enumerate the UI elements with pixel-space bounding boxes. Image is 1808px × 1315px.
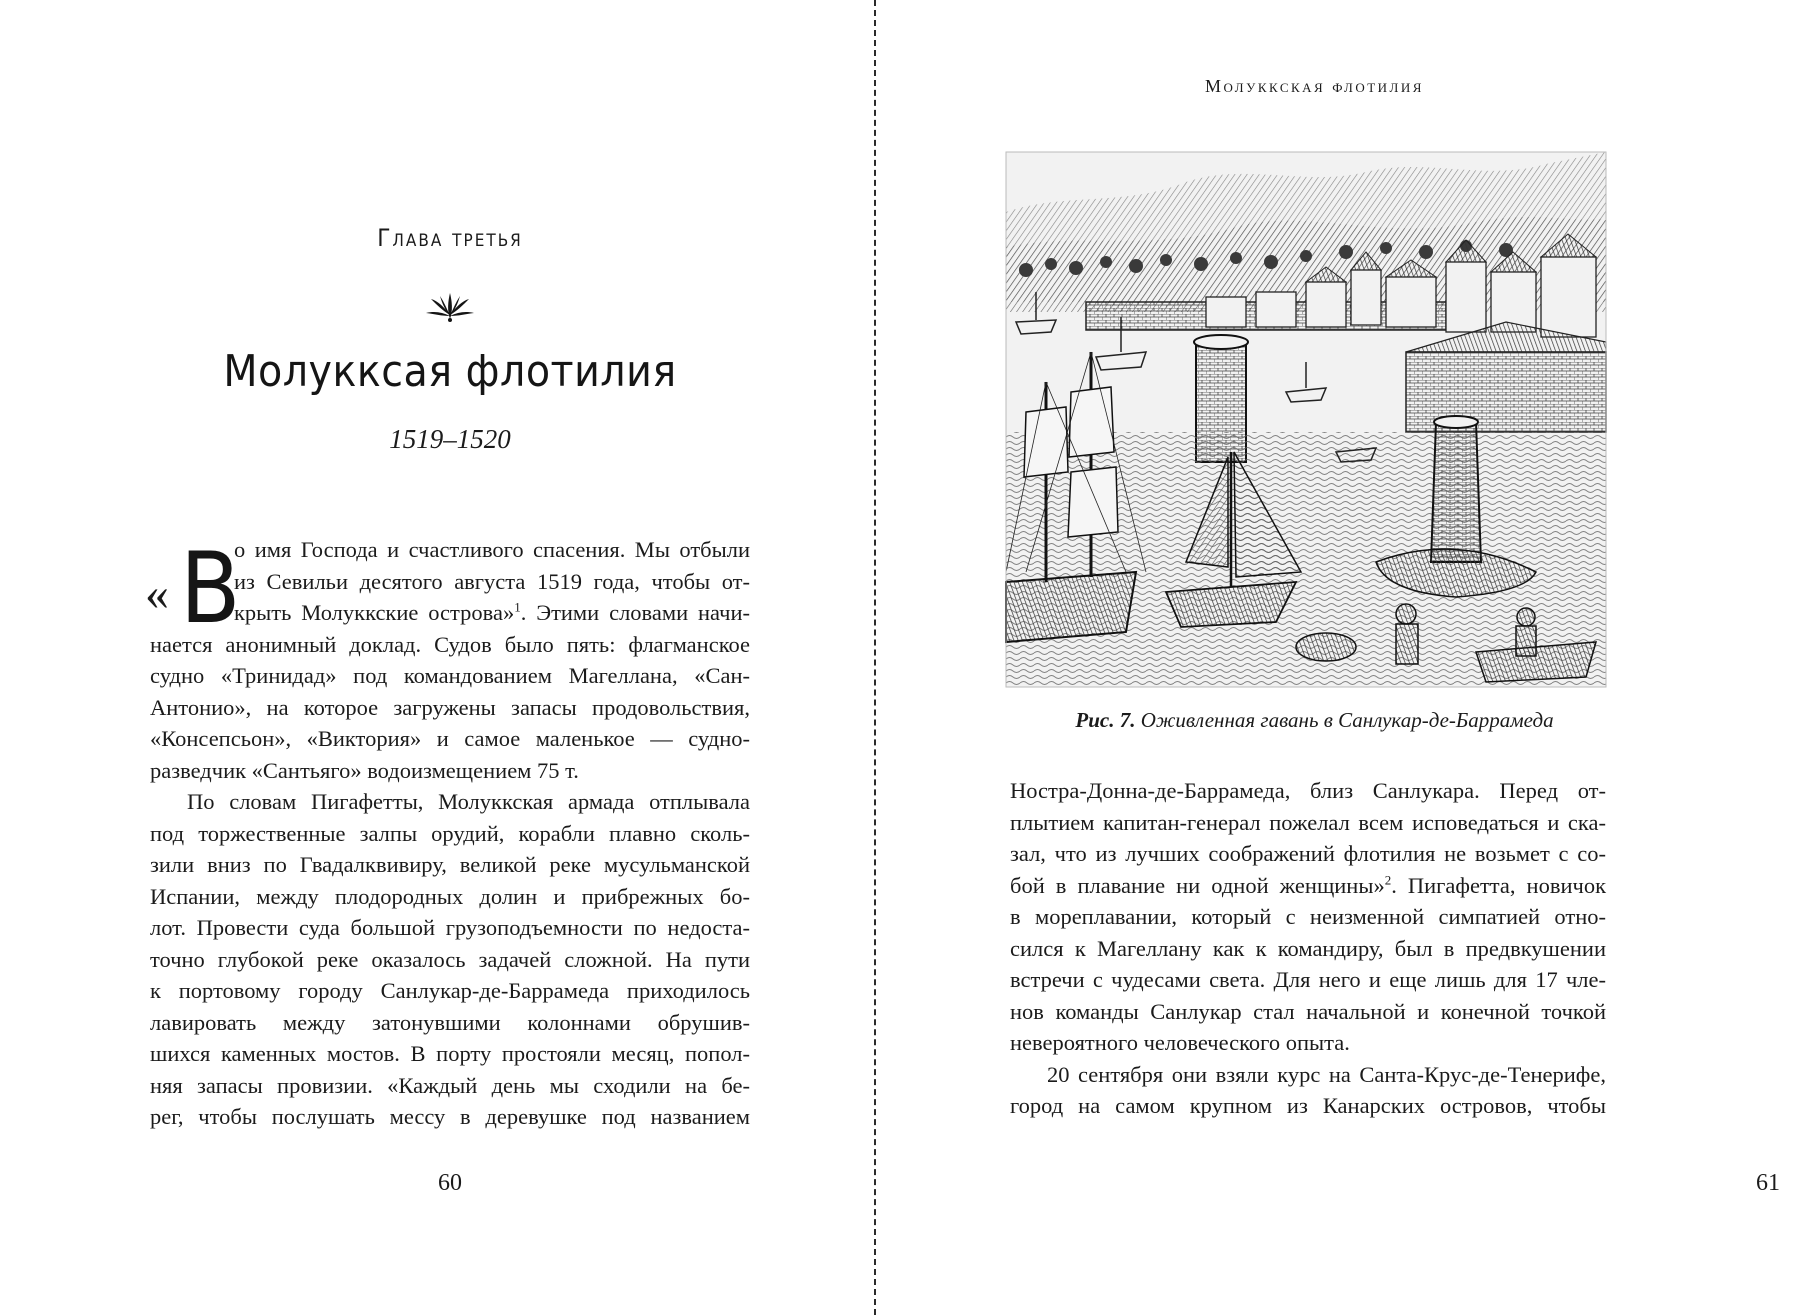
text-line: зал, что из лучших соображений флотилия не возьмет с со- <box>1010 841 1606 866</box>
page-number-left: 60 <box>438 1170 462 1196</box>
text-line: разведчик «Сантьяго» водоизмещением 75 т. <box>150 757 579 783</box>
opening-quote-mark: « <box>145 567 169 620</box>
chapter-years: 1519–1520 <box>389 424 511 454</box>
text-line: рег, чтобы послушать мессу в деревушке под названием <box>150 1104 750 1129</box>
text-line: По словам Пигафетты, Молуккская армада отплывала <box>187 789 750 814</box>
text-line <box>150 597 750 629</box>
text-line: Нострa-Донна-де-Баррамеда, близ Санлукара. Перед от- <box>1010 778 1606 803</box>
text-line: под торжественные залпы орудий, корабли плавно сколь- <box>150 820 750 846</box>
text-line: нов команды Санлукар стал начальной и конечной точкой <box>1010 998 1606 1024</box>
figure-caption-text: Оживленная гавань в Санлукар-де-Баррамеда <box>1140 708 1554 732</box>
text-line: к портовому городу Санлукар-де-Баррамеда приходилось <box>150 978 750 1003</box>
figure-label: Рис. 7. <box>1075 708 1136 732</box>
figure-caption <box>876 708 1753 733</box>
text-segment: крыть Молуккские острова» <box>234 600 515 625</box>
text-line: зили вниз по Гвадалквивиру, великой реке мусульманской <box>150 852 750 877</box>
text-line: судно «Тринидад» под командованием Магеллана, «Сан- <box>150 663 750 688</box>
text-line: шихся каменных мостов. В порту простояли месяц, попол- <box>150 1041 750 1066</box>
running-head: Молуккская флотилия <box>1205 76 1424 96</box>
text-line: 20 сентября они взяли курс на Санта-Крус-де-Тенерифе, <box>1047 1061 1606 1087</box>
text-line: Антонио», на которое загружены запасы продовольствия, <box>150 694 750 720</box>
chapter-label: Глава третья <box>377 224 523 252</box>
text-line: сился к Магеллану как к командиру, был в предвкушении <box>1010 935 1606 961</box>
drop-cap: В <box>180 532 241 646</box>
text-line: о имя Господа и счастливого спасения. Мы отбыли <box>234 537 750 562</box>
text-line: лот. Провести суда большой грузоподъемности по недоста- <box>150 915 750 940</box>
text-line: «Консепсьон», «Виктория» и самое маленькое — судно- <box>150 726 750 751</box>
text-line: лавировать между затонувшими колоннами обрушив- <box>150 1009 750 1035</box>
text-line: Испании, между плодородных долин и прибрежных бо- <box>150 883 750 909</box>
footnote-marker[interactable]: 2 <box>1384 872 1392 887</box>
text-line: няя запасы провизии. «Каждый день мы сходили на бе- <box>150 1072 750 1098</box>
fleuron-ornament-icon <box>420 289 480 323</box>
text-line: плытием капитан-генерал пожелал всем исповедаться и ска- <box>1010 809 1606 835</box>
page-number-right: 61 <box>1756 1170 1780 1196</box>
right-page <box>876 0 1780 1315</box>
chapter-title: Молукксая флотилия <box>223 346 677 397</box>
harbor-engraving-image <box>1006 152 1606 687</box>
text-segment: бой в плавание ни одной женщины» <box>1010 872 1385 898</box>
text-line: город на самом крупном из Канарских островов, чтобы <box>1010 1093 1606 1118</box>
text-segment: . Пигафетта, новичок <box>1391 872 1606 898</box>
right-body-text <box>1010 775 1606 1122</box>
text-line: невероятного человеческого опыта. <box>1010 1030 1350 1055</box>
text-segment: . Этими словами начи- <box>520 600 750 625</box>
footnote-marker[interactable]: 1 <box>514 599 521 615</box>
text-line <box>1010 870 1606 902</box>
text-line: нается анонимный доклад. Судов было пять: флагманское <box>150 631 750 657</box>
harbor-engraving-figure <box>1006 152 1606 687</box>
text-line: из Севильи десятого августа 1519 года, чтобы от- <box>234 568 750 594</box>
left-body-text <box>150 534 750 1133</box>
text-line: в мореплавании, который с неизменной симпатией отно- <box>1010 904 1606 929</box>
left-page <box>0 0 874 1315</box>
text-line: встречи с чудесами света. Для него и еще лишь для 17 чле- <box>1010 967 1606 992</box>
text-line: точно глубокой реке оказалось задачей сложной. На пути <box>150 946 750 972</box>
